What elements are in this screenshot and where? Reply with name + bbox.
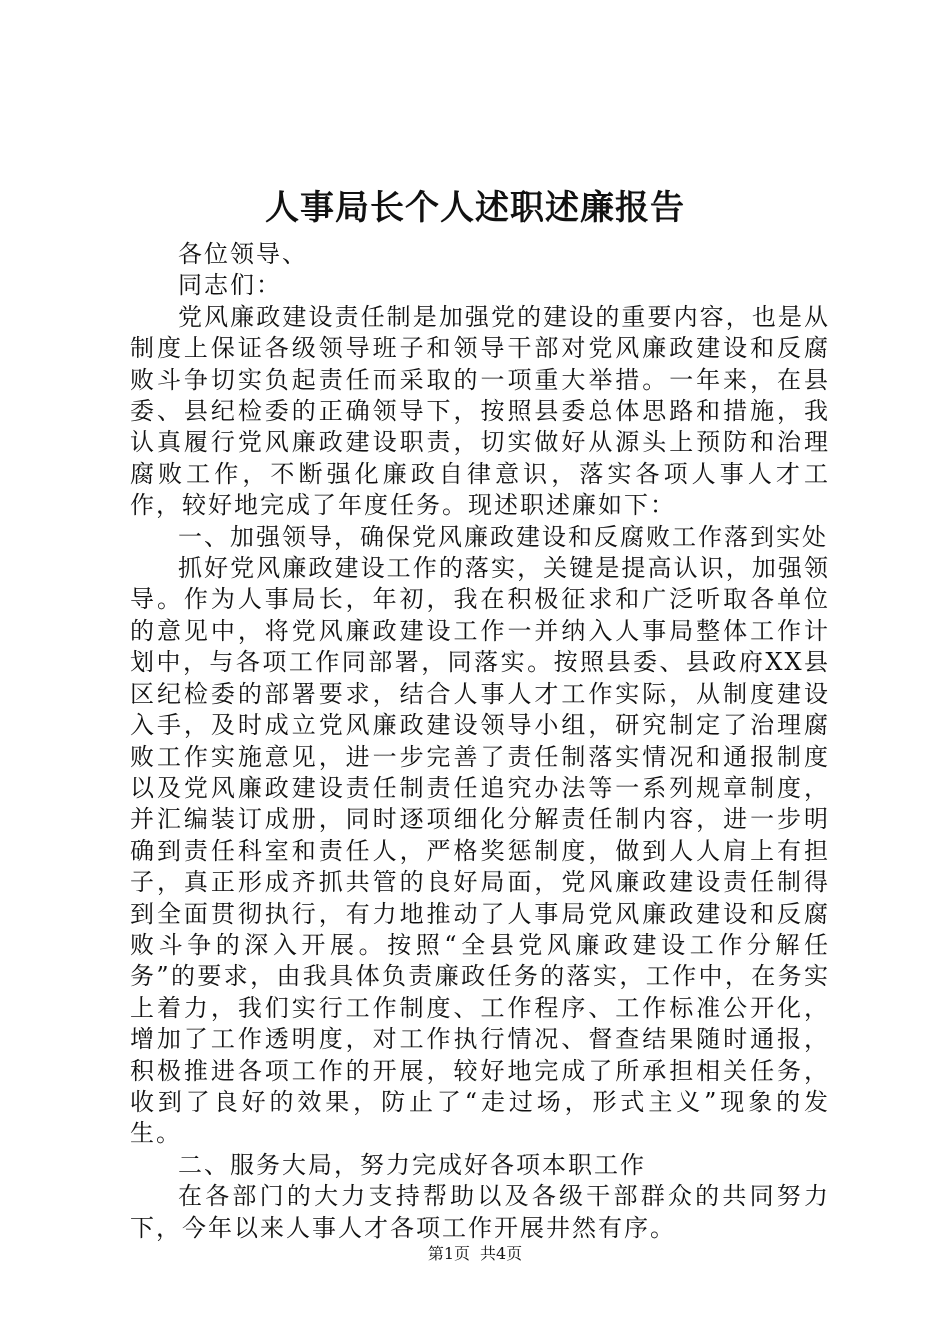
intro-paragraph: 党风廉政建设责任制是加强党的建设的重要内容，也是从制度上保证各级领导班子和领导干部对党风廉政建设和反腐败斗争切实负起责任而采取的一项重大举措。一年来，在县委、县纪检委的正确领导下，按照县委总体思路和措施，我认真履行党风廉政建设职责，切实做好从源头上预防和治理腐败工作，不断强化廉政自律意识，落实各项人事人才工作，较好地完成了年度任务。现述职述廉如下：: [130, 302, 830, 520]
section-heading-1: 一、加强领导，确保党风廉政建设和反腐败工作落到实处: [178, 522, 828, 551]
section-1-paragraph: 抓好党风廉政建设工作的落实，关键是提高认识，加强领导。作为人事局长，年初，我在积极征求和广泛听取各单位的意见中，将党风廉政建设工作一并纳入人事局整体工作计划中，与各项工作同部署，同落实。按照县委、县政府XX县区纪检委的部署要求，结合人事人才工作实际，从制度建设入手，及时成立党风廉政建设领导小组，研究制定了治理腐败工作实施意见，进一步完善了责任制落实情况和通报制度以及党风廉政建设责任制责任追究办法等一系列规章制度，并汇编装订成册，同时逐项细化分解责任制内容，进一步明确到责任科室和责任人，严格奖惩制度，做到人人肩上有担子，真正形成齐抓共管的良好局面，党风廉政建设责任制得到全面贯彻执行，有力地推动了人事局党风廉政建设和反腐败斗争的深入开展。按照“全县党风廉政建设工作分解任务”的要求，由我具体负责廉政任务的落实，工作中，在务实上着力，我们实行工作制度、工作程序、工作标准公开化，增加了工作透明度，对工作执行情况、督查结果随时通报，积极推进各项工作的开展，较好地完成了所承担相关任务，收到了良好的效果，防止了“走过场，形式主义”现象的发生。: [130, 554, 830, 1148]
section-2-paragraph: 在各部门的大力支持帮助以及各级干部群众的共同努力下，今年以来人事人才各项工作开展井然有序。: [130, 1182, 830, 1242]
section-heading-2: 二、服务大局，努力完成好各项本职工作: [178, 1150, 646, 1179]
document-title: 人事局长个人述职述廉报告: [265, 188, 685, 228]
page-footer: [0, 1243, 950, 1265]
salutation-line-2: 同志们：: [178, 271, 282, 300]
salutation-line-1: 各位领导、: [178, 240, 308, 268]
document-body: [130, 239, 830, 1244]
page-number: 第1页: [427, 1244, 470, 1263]
page-total: 共4页: [480, 1244, 523, 1263]
